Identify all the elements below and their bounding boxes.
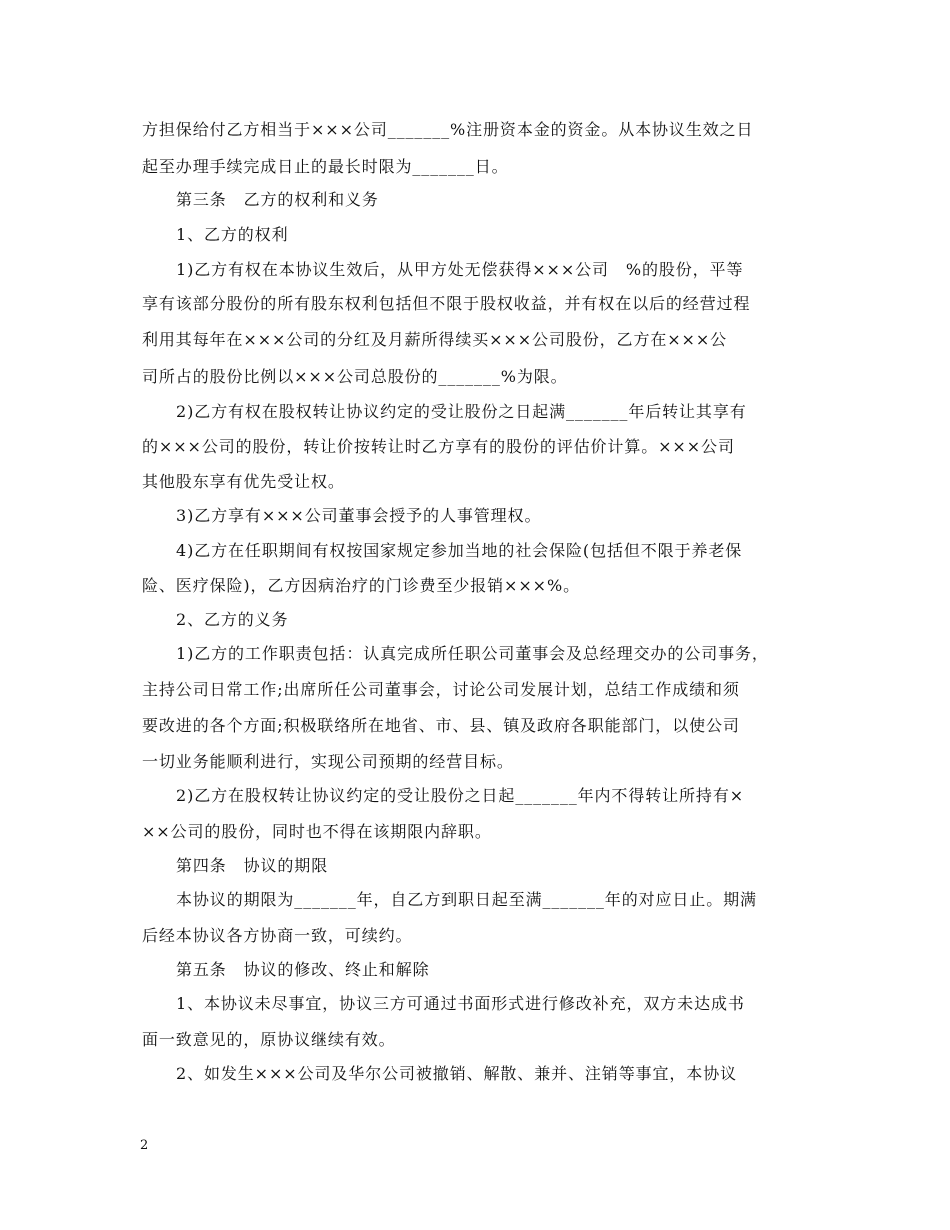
- body-text-line: 方担保给付乙方相当于×××公司_______%注册资本金的资金。从本协议生效之日: [142, 120, 754, 139]
- section-heading: 2、乙方的义务: [176, 610, 289, 629]
- section-heading: 1、乙方的权利: [176, 225, 289, 244]
- body-text-line: 主持公司日常工作;出席所任公司董事会，讨论公司发展计划，总结工作成绩和须: [142, 680, 740, 699]
- body-text-line: 起至办理手续完成日止的最长时限为_______日。: [142, 157, 509, 176]
- body-text-line: 2)乙方在股权转让协议约定的受让股份之日起_______年内不得转让所持有×: [176, 786, 745, 805]
- body-text-line: 要改进的各个方面;积极联络所在地省、市、县、镇及政府各职能部门，以使公司: [142, 716, 740, 735]
- body-text-line: 其他股东享有优先受让权。: [142, 472, 345, 491]
- article-heading: 第三条 乙方的权利和义务: [176, 190, 379, 209]
- page-number: 2: [140, 1138, 149, 1153]
- body-text-line: 的×××公司的股份，转让价按转让时乙方享有的股份的评估价计算。×××公司: [142, 437, 735, 456]
- body-text-line: 1)乙方的工作职责包括：认真完成所任职公司董事会及总经理交办的公司事务，: [176, 644, 769, 663]
- body-text-line: 险、医疗保险)，乙方因病治疗的门诊费至少报销×××%。: [142, 576, 580, 595]
- body-text-line: 2、如发生×××公司及华尔公司被撤销、解散、兼并、注销等事宜，本协议: [176, 1064, 737, 1083]
- article-heading: 第五条 协议的修改、终止和解除: [176, 960, 430, 979]
- body-text-line: 后经本协议各方协商一致，可续约。: [142, 926, 413, 945]
- body-text-line: 利用其每年在×××公司的分红及月薪所得续买×××公司股份，乙方在×××公: [142, 330, 728, 349]
- body-text-line: 一切业务能顺利进行，实现公司预期的经营目标。: [142, 752, 514, 771]
- body-text-line: 面一致意见的，原协议继续有效。: [142, 1030, 396, 1049]
- body-text-line: 享有该部分股份的所有股东权利包括但不限于股权收益，并有权在以后的经营过程: [142, 294, 751, 313]
- body-text-line: 本协议的期限为_______年，自乙方到职日起至满_______年的对应日止。期满: [176, 890, 757, 909]
- body-text-line: 2)乙方有权在股权转让协议约定的受让股份之日起满_______年后转让其享有: [176, 402, 747, 421]
- body-text-line: 1)乙方有权在本协议生效后，从甲方处无偿获得×××公司 %的股份，平等: [176, 260, 744, 279]
- body-text-line: 4)乙方在任职期间有权按国家规定参加当地的社会保险(包括但不限于养老保: [176, 541, 743, 560]
- body-text-line: 1、本协议未尽事宜，协议三方可通过书面形式进行修改补充，双方未达成书: [176, 994, 745, 1013]
- body-text-line: ××公司的股份，同时也不得在该期限内辞职。: [142, 822, 492, 841]
- body-text-line: 司所占的股份比例以×××公司总股份的_______%为限。: [142, 367, 568, 386]
- article-heading: 第四条 协议的期限: [176, 856, 329, 875]
- body-text-line: 3)乙方享有×××公司董事会授予的人事管理权。: [176, 506, 542, 525]
